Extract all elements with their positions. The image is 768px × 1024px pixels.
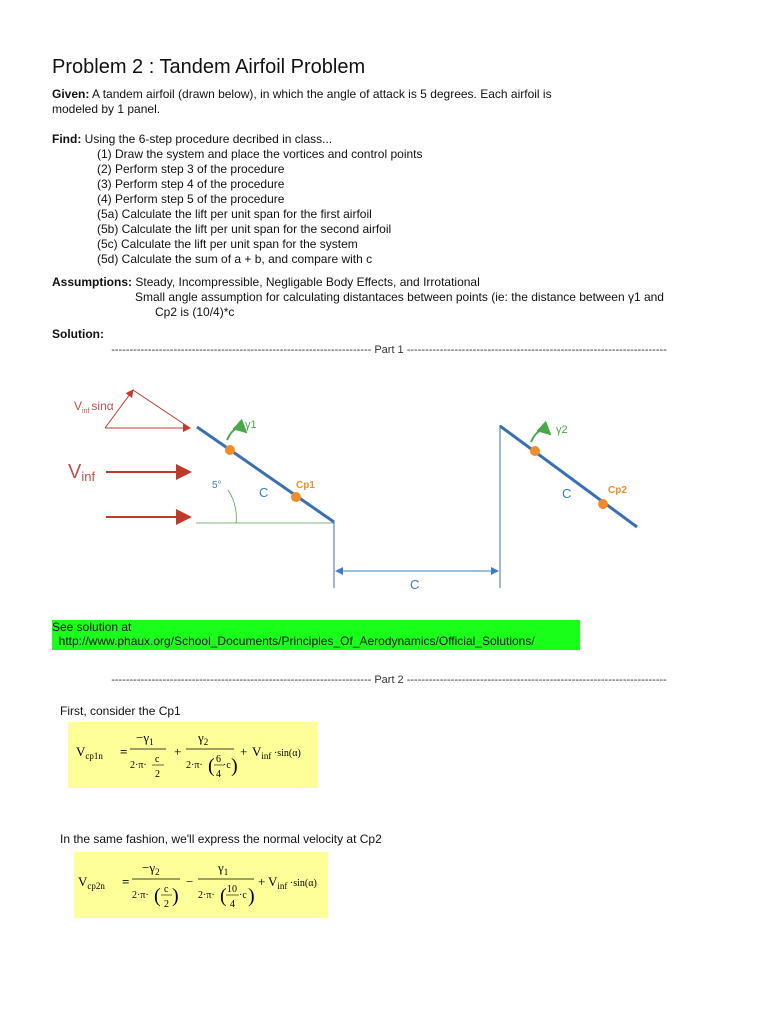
svg-text:−: −	[186, 874, 194, 889]
equation-cp2-box	[74, 852, 328, 918]
svg-text:2·π·: 2·π·	[198, 890, 215, 901]
svg-text:Vinf ·sin(α): $V_{inf}$ $^{\cdot sin(\alpha)}$	[268, 874, 317, 891]
equation-cp1-box	[68, 722, 318, 788]
svg-text:−γ1: $-\gamma_1$	[136, 730, 154, 747]
given-line-2: modeled by 1 panel.	[52, 102, 161, 116]
equation-cp1	[68, 722, 318, 788]
airfoil-1	[197, 427, 334, 522]
svg-text:c: c	[155, 754, 160, 765]
find-item: (5b) Calculate the lift per unit span for the second airfoil	[97, 222, 392, 236]
circulation-arrow-1-icon	[227, 428, 246, 440]
page-title: Problem 2 : Tandem Airfoil Problem	[52, 56, 366, 78]
find-item: (5c) Calculate the lift per unit span for the system	[97, 237, 358, 251]
chord-label-2: C	[562, 486, 572, 501]
gamma2-label: γ2	[556, 424, 568, 436]
assumptions-line-3: Cp2 is (10/4)*c	[155, 305, 235, 319]
find-item: (4) Perform step 5 of the procedure	[97, 192, 285, 206]
svg-text:Vinf ·sin(α): $V_{inf}$ $^{\cdot sin(\alpha)}$	[252, 744, 301, 761]
svg-text:Vcp1n: $V_{cp1n}$	[76, 744, 103, 761]
svg-text:6: 6	[216, 754, 221, 765]
vinf-sin-label: $V_{inf}$ sinα	[74, 399, 114, 415]
svg-text:2·π·: 2·π·	[132, 890, 149, 901]
assumptions-label: Assumptions:	[52, 275, 133, 289]
svg-text:γ1: $\gamma_1$	[218, 860, 229, 877]
solution-link[interactable]: http://www.phaux.org/School_Documents/Principles_Of_Aerodynamics/Official_Solutions/	[52, 634, 535, 648]
circulation-arrow-2-icon	[531, 430, 550, 442]
svg-text:(: (	[220, 885, 227, 907]
svg-text:10: 10	[227, 884, 237, 895]
same-fashion-text: In the same fashion, we'll express the normal velocity at Cp2	[60, 832, 382, 846]
first-consider-text: First, consider the Cp1	[60, 704, 181, 718]
find-text: Using the 6-step procedure decribed in class...	[81, 132, 333, 146]
given-line-1	[52, 87, 552, 102]
svg-text:2: 2	[155, 769, 160, 780]
find-intro	[52, 132, 332, 147]
svg-text:): )	[248, 885, 255, 907]
svg-text:): )	[231, 755, 238, 777]
find-label: Find:	[52, 132, 82, 146]
control-point-2	[598, 499, 608, 509]
svg-text:2·π·: 2·π·	[186, 760, 203, 771]
given-label: Given:	[52, 87, 90, 101]
svg-text:c: c	[164, 884, 169, 895]
svg-text:+: +	[240, 744, 248, 759]
svg-text:+: +	[174, 744, 182, 759]
svg-text:(: (	[208, 755, 215, 777]
cp1-label: Cp1	[296, 480, 315, 491]
part1-divider: ----------------------------------------------------------------------- Part 1 -----------------------------------------------------------------------	[111, 344, 667, 356]
svg-text:=: =	[122, 874, 130, 889]
assumptions-line-2: Small angle assumption for calculating distantaces between points (ie: the distance between γ1 and	[135, 290, 664, 304]
see-solution-box	[52, 620, 580, 650]
find-item: (2) Perform step 3 of the procedure	[97, 162, 285, 176]
airfoil-2	[500, 426, 637, 527]
find-list	[97, 147, 423, 267]
cp2-label: Cp2	[608, 485, 627, 496]
find-item: (5a) Calculate the lift per unit span for the first airfoil	[97, 207, 372, 221]
tandem-airfoil-diagram	[0, 360, 768, 600]
see-solution-text: See solution at	[52, 620, 132, 634]
angle-arc	[228, 490, 236, 523]
equation-cp2	[74, 852, 328, 918]
svg-text:): )	[172, 885, 179, 907]
vortex-1-point	[225, 445, 235, 455]
svg-text:Vcp2n: $V_{cp2n}$	[78, 874, 105, 891]
find-item: (3) Perform step 4 of the procedure	[97, 177, 285, 191]
find-item: (1) Draw the system and place the vortices and control points	[97, 147, 423, 161]
gap-label: C	[410, 577, 420, 592]
gamma1-label: γ1	[245, 419, 257, 431]
find-item: (5d) Calculate the sum of a + b, and compare with c	[97, 252, 373, 266]
vinf-label: Vinf	[68, 461, 96, 484]
svg-text:2: 2	[164, 899, 169, 910]
svg-text:−γ2: $-\gamma_2$	[142, 860, 160, 877]
control-point-1	[291, 492, 301, 502]
svg-text:·c: ·c	[223, 760, 231, 771]
assumptions-line-1	[52, 275, 480, 290]
solution-label: Solution:	[52, 327, 104, 341]
svg-text:4: 4	[230, 899, 235, 910]
svg-text:γ2: $\gamma_2$	[198, 730, 209, 747]
vortex-2-point	[530, 446, 540, 456]
svg-text:(: (	[154, 885, 161, 907]
given-text: A tandem airfoil (drawn below), in which the angle of attack is 5 degrees. Each airfoil is	[89, 87, 552, 101]
svg-text:4: 4	[216, 769, 221, 780]
svg-text:·c: ·c	[239, 890, 247, 901]
chord-label-1: C	[259, 485, 269, 500]
svg-text:+: +	[258, 874, 266, 889]
svg-text:=: =	[120, 744, 128, 759]
assumptions-text: Steady, Incompressible, Negligable Body Effects, and Irrotational	[132, 275, 480, 289]
angle-label: 5°	[212, 480, 222, 491]
part2-divider: ----------------------------------------------------------------------- Part 2 -----------------------------------------------------------------------	[111, 674, 667, 686]
velocity-triangle	[105, 390, 190, 428]
svg-text:2·π·: 2·π·	[130, 760, 147, 771]
